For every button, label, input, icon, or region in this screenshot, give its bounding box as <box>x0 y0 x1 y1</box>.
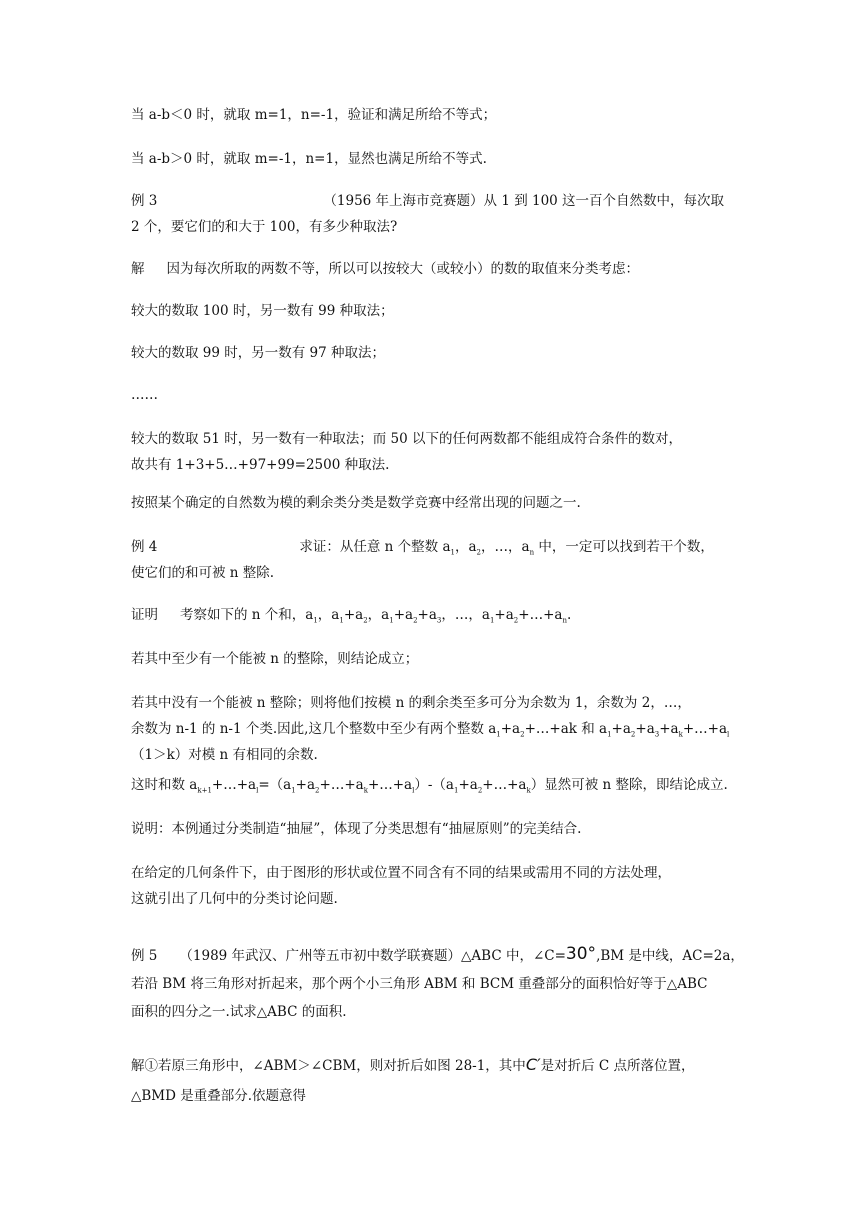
paragraph-text: 说明：本例通过分类制造“抽屉”，体现了分类思想有“抽屉原则”的完美结合. <box>131 821 582 837</box>
paragraph-text: 当 a-b＞0 时，就取 m=-1，n=1，显然也满足所给不等式. <box>131 151 487 167</box>
paragraph-note <box>131 816 731 842</box>
subscript: 1 <box>389 616 394 625</box>
proof-text: ，…，a <box>441 607 490 623</box>
paragraph-text: =（a <box>258 777 292 793</box>
example-label: 例 4 <box>131 539 158 555</box>
subscript: 1 <box>489 616 495 625</box>
paragraph-sum <box>131 772 731 798</box>
solution-3 <box>131 256 731 282</box>
paragraph-text: +a <box>635 721 655 737</box>
subscript: 2 <box>476 548 482 557</box>
paragraph-text: +a <box>295 777 316 793</box>
proof-label: 证明 <box>131 607 158 623</box>
paragraph-case-99 <box>131 340 731 366</box>
example-4-text: 求证：从任意 n 个整数 a <box>299 539 451 555</box>
angle-value: 30° <box>565 944 597 964</box>
paragraph-text-line1: 较大的数取 51 时，另一数有一种取法；而 50 以下的任何两数都不能组成符合条件的数对， <box>131 431 683 447</box>
subscript: 2 <box>315 786 320 795</box>
example-5-text-line3: 面积的四分之一.试求△ABC 的面积. <box>131 1004 347 1020</box>
paragraph-text: 较大的数取 99 时，另一数有 97 种取法； <box>131 345 386 361</box>
paragraph-text: +…+a <box>319 777 364 793</box>
paragraph-text: +a <box>611 721 631 737</box>
paragraph-text: +a <box>500 721 521 737</box>
paragraph-if-divisible <box>131 646 731 672</box>
subscript: 2 <box>520 730 525 739</box>
solution-label: 解 <box>131 261 145 277</box>
proof-text: ，a <box>317 607 340 623</box>
solution-text: 解①若原三角形中，∠ABM＞∠CBM，则对折后如图 28-1，其中 <box>131 1058 526 1074</box>
example-3-text-line1: （1956 年上海市竞赛题）从 1 到 100 这一百个自然数中，每次取 <box>323 193 725 209</box>
paragraph-text: +…+ak 和 a <box>524 721 608 737</box>
paragraph-text: 较大的数取 100 时，另一数有 99 种取法； <box>131 303 394 319</box>
example-3 <box>131 188 731 240</box>
proof-text: +a <box>417 607 437 623</box>
paragraph-text: 这时和数 a <box>131 777 198 793</box>
subscript: 2 <box>513 616 519 625</box>
paragraph-otherwise <box>131 690 731 768</box>
subscript: l <box>256 786 259 795</box>
subscript: 1 <box>450 548 455 557</box>
solution-text: 因为每次所取的两数不等，所以可以按较大（或较小）的数的取值来分类考虑： <box>166 261 639 277</box>
paragraph-text: +a <box>458 777 478 793</box>
proof-text: +…+a <box>518 607 563 623</box>
paragraph-text-line2: 故共有 1+3+5…+97+99=2500 种取法. <box>131 457 390 473</box>
paragraph-text: 当 a-b＜0 时，就取 m=1，n=-1，验证和满足所给不等式； <box>131 107 497 123</box>
solution-text-line2: △BMD 是重叠部分.依题意得 <box>131 1088 307 1104</box>
subscript: k <box>526 786 531 795</box>
proof-4 <box>131 602 731 628</box>
solution-5 <box>131 1050 731 1111</box>
paragraph-geometry <box>131 860 731 912</box>
subscript: 3 <box>436 616 442 625</box>
subscript: 1 <box>339 616 344 625</box>
example-label: 例 5 <box>131 948 158 964</box>
paragraph-text: 按照某个确定的自然数为模的剩余类分类是数学竞赛中经常出现的问题之一. <box>131 495 581 511</box>
example-5 <box>131 940 744 1026</box>
paragraph-text: +…+a <box>482 777 527 793</box>
subscript: 3 <box>654 730 660 739</box>
subscript: n <box>562 616 567 625</box>
subscript: 2 <box>363 616 368 625</box>
subscript: k <box>678 730 683 739</box>
example-3-text-line2: 2 个，要它们的和大于 100，有多少种取法? <box>131 219 398 235</box>
example-4-text: ，…，a <box>481 539 530 555</box>
paragraph-text: …… <box>131 387 158 403</box>
solution-text: 是对折后 C 点所落位置， <box>540 1058 695 1074</box>
paragraph-text-line1: 在给定的几何条件下，由于图形的形状或位置不同含有不同的结果或需用不同的方法处理， <box>131 865 671 881</box>
paragraph-text: 余数为 n-1 的 n-1 个类.因此,这几个整数中至少有两个整数 a <box>131 721 497 737</box>
paragraph-text: ）-（a <box>414 777 454 793</box>
paragraph-case-positive <box>131 146 731 172</box>
paragraph-text: +a <box>659 721 679 737</box>
subscript: 1 <box>496 730 501 739</box>
proof-text: ，a <box>367 607 390 623</box>
proof-text: +a <box>393 607 414 623</box>
example-5-text: （1989 年武汉、广州等五市初中数学联赛题）△ABC 中，∠C= <box>179 948 566 964</box>
proof-text: 考察如下的 n 个和，a <box>180 607 314 623</box>
subscript: 1 <box>607 730 612 739</box>
example-5-text: ,BM 是中线，AC=2a， <box>596 948 744 964</box>
paragraph-text: +…+a <box>682 721 728 737</box>
example-4-text: ，a <box>454 539 477 555</box>
paragraph-text-line2: 这就引出了几何中的分类讨论问题. <box>131 891 338 907</box>
subscript: 1 <box>313 616 318 625</box>
paragraph-case-51 <box>131 426 731 478</box>
proof-text: +a <box>343 607 364 623</box>
subscript: 1 <box>453 786 459 795</box>
example-4-text: 中，一定可以找到若干个数， <box>534 539 714 555</box>
subscript: 1 <box>291 786 296 795</box>
paragraph-case-negative <box>131 102 731 128</box>
subscript: n <box>529 548 535 557</box>
proof-text: +a <box>494 607 514 623</box>
example-4 <box>131 534 731 586</box>
paragraph-text-line1: 若其中没有一个能被 n 整除；则将他们按模 n 的剩余类至多可分为余数为 1，余数为 2，…， <box>131 695 691 711</box>
subscript: k <box>363 786 368 795</box>
proof-text: . <box>566 607 572 623</box>
subscript: 2 <box>477 786 483 795</box>
paragraph-text-line3: （1＞k）对模 n 有相同的余数. <box>131 747 318 763</box>
paragraph-case-100 <box>131 298 731 324</box>
subscript: l <box>412 786 415 795</box>
paragraph-text: +…+a <box>367 777 413 793</box>
subscript: 2 <box>413 616 418 625</box>
c-prime-symbol: C′ <box>525 1055 541 1074</box>
example-4-text-line2: 使它们的和可被 n 整除. <box>131 565 275 581</box>
subscript: k+1 <box>197 786 212 795</box>
paragraph-text: ）显然可被 n 整除，即结论成立. <box>530 777 728 793</box>
subscript: 2 <box>630 730 636 739</box>
example-label: 例 3 <box>131 193 158 209</box>
paragraph-text: 若其中至少有一个能被 n 的整除，则结论成立； <box>131 651 419 667</box>
paragraph-ellipsis <box>131 382 731 408</box>
paragraph-modulo <box>131 490 731 516</box>
example-5-text-line2: 若沿 BM 将三角形对折起来，那个两个小三角形 ABM 和 BCM 重叠部分的面积恰好等于△ABC <box>131 976 708 992</box>
subscript: l <box>727 730 730 739</box>
paragraph-text: +…+a <box>211 777 257 793</box>
